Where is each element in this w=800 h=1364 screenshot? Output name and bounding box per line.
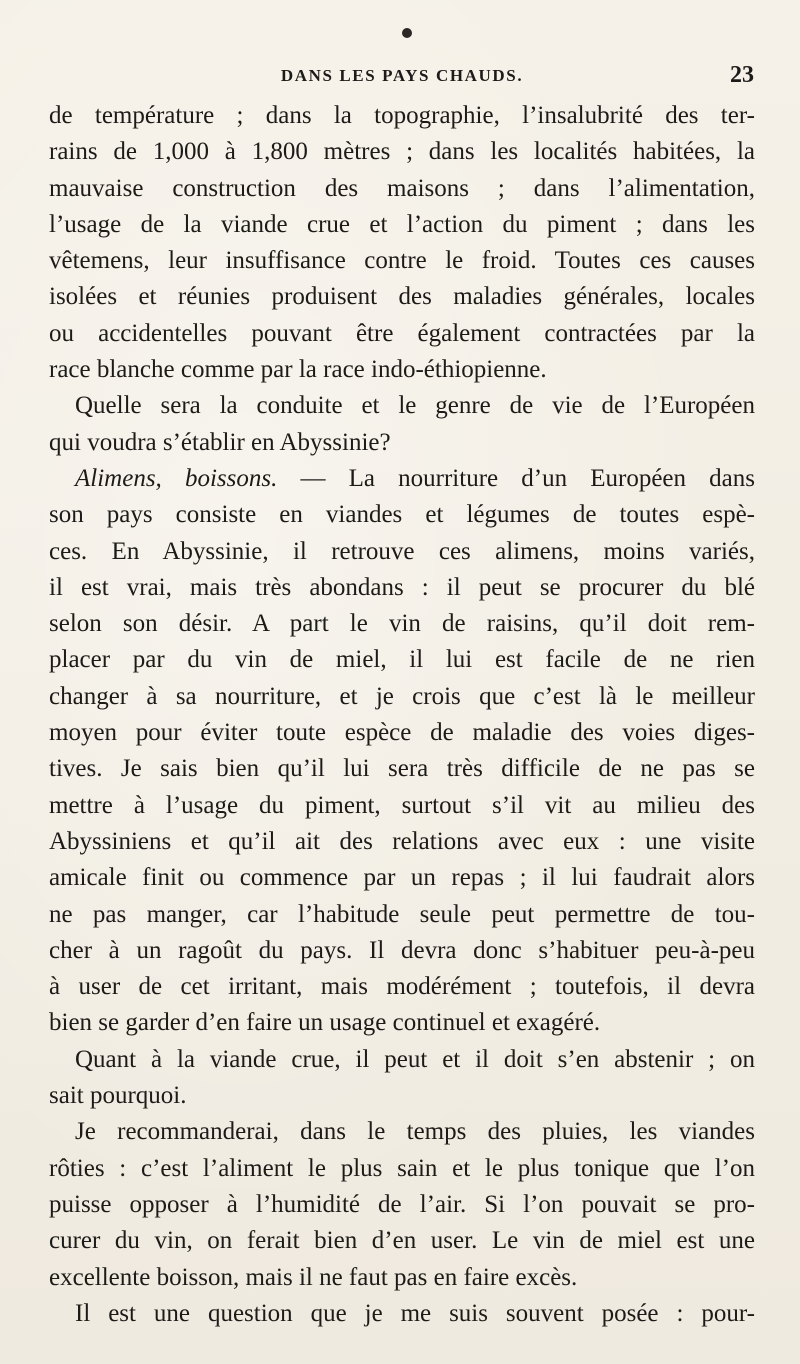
text-line: amicale finit ou commence par un repas ; il lui faudrait alors: [49, 864, 755, 892]
text-line: ces. En Abyssinie, il retrouve ces alimens, moins variés,: [49, 537, 755, 565]
text-line: ou accidentelles pouvant être également contractées par la: [49, 319, 755, 347]
text-line: selon son désir. A part le vin de raisins, qu’il doit rem-: [49, 610, 755, 638]
text-line: à user de cet irritant, mais modérément ; toutefois, il devra: [49, 973, 755, 1001]
text-line: Abyssiniens et qu’il ait des relations avec eux : une visite: [49, 827, 755, 855]
text-line: son pays consiste en viandes et légumes de toutes espè-: [49, 501, 755, 529]
text-line: changer à sa nourriture, et je crois que c’est là le meilleur: [49, 682, 755, 710]
text-line: Quelle sera la conduite et le genre de vie de l’Européen: [75, 392, 755, 420]
text-line: bien se garder d’en faire un usage continuel et exagéré.: [49, 1009, 601, 1037]
text-line: — La nourriture d’un Européen dans: [300, 464, 755, 492]
text-line: mauvaise construction des maisons ; dans l’alimentation,: [49, 174, 755, 202]
text-line: puisse opposer à l’humidité de l’air. Si l’on pouvait se pro-: [49, 1190, 755, 1218]
text-line: qui voudra s’établir en Abyssinie?: [49, 428, 391, 456]
text-line: ne pas manger, car l’habitude seule peut permettre de tou-: [49, 900, 755, 928]
text-line: mettre à l’usage du piment, surtout s’il vit au milieu des: [49, 791, 755, 819]
text-line: Je recommanderai, dans le temps des pluies, les viandes: [75, 1118, 755, 1146]
text-line: curer du vin, on ferait bien d’en user. Le vin de miel est une: [49, 1227, 755, 1255]
text-line: race blanche comme par la race indo-éthiopienne.: [49, 356, 547, 384]
text-line: de température ; dans la topographie, l’insalubrité des ter-: [49, 102, 755, 129]
text-line: cher à un ragoût du pays. Il devra donc s’habituer peu-à-peu: [49, 936, 755, 964]
section-heading: Alimens, boissons.: [75, 464, 278, 492]
text-line: Quant à la viande crue, il peut et il doit s’en abstenir ; on: [75, 1045, 755, 1073]
running-title: DANS LES PAYS CHAUDS.: [280, 66, 524, 85]
body-text: [49, 98, 755, 1332]
text-line: rains de 1,000 à 1,800 mètres ; dans les localités habitées, la: [49, 138, 755, 166]
page-number: 23: [730, 62, 754, 88]
text-line: Il est une question que je me suis souvent posée : pour-: [75, 1299, 755, 1327]
text-line: vêtemens, leur insuffisance contre le froid. Toutes ces causes: [49, 247, 755, 275]
running-head: [50, 62, 754, 92]
text-line: sait pourquoi.: [49, 1082, 187, 1110]
text-line: isolées et réunies produisent des maladies générales, locales: [49, 283, 755, 311]
text-line: placer par du vin de miel, il lui est facile de ne rien: [49, 646, 755, 674]
section-heading-line: [49, 461, 755, 497]
text-line: excellente boisson, mais il ne faut pas en faire excès.: [49, 1263, 578, 1291]
printer-mark: [402, 28, 412, 38]
text-line: l’usage de la viande crue et l’action du piment ; dans les: [49, 210, 755, 238]
text-line: il est vrai, mais très abondans : il peut se procurer du blé: [49, 573, 755, 601]
text-line: moyen pour éviter toute espèce de maladie des voies diges-: [49, 719, 755, 747]
text-line: tives. Je sais bien qu’il lui sera très difficile de ne pas se: [49, 755, 755, 783]
text-line: rôties : c’est l’aliment le plus sain et le plus tonique que l’on: [49, 1154, 755, 1182]
